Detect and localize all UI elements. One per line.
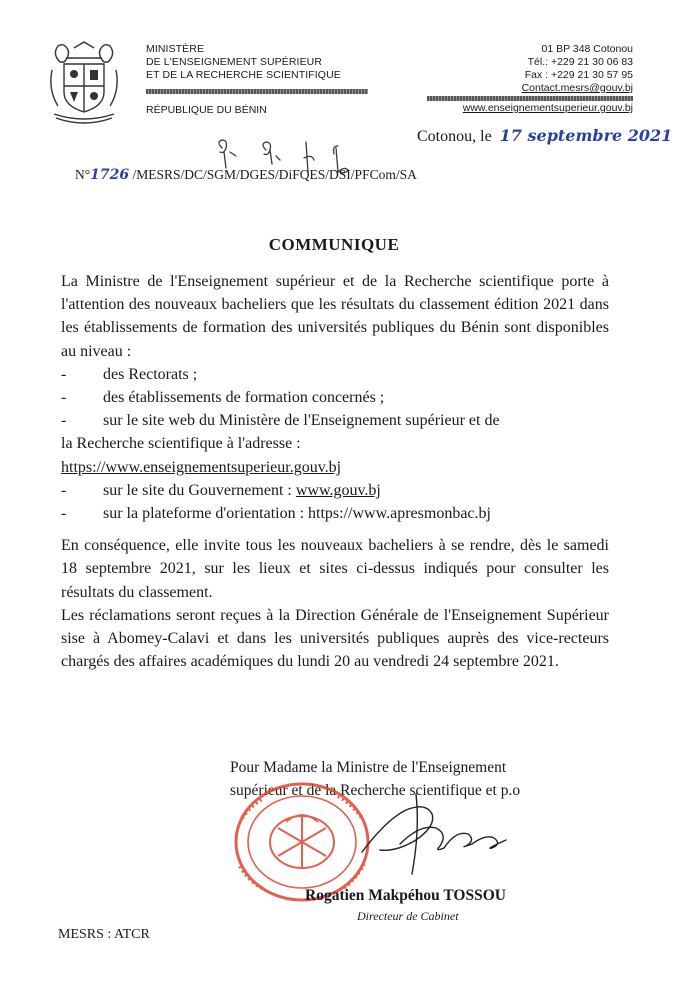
list-item bbox=[61, 386, 609, 409]
contact-tel: Tél.: +229 21 30 06 83 bbox=[527, 56, 633, 68]
bullet-dash: - bbox=[61, 365, 67, 383]
list-item-text: sur la plateforme d'orientation : https://www.apresmonbac.bj bbox=[103, 505, 491, 523]
ministry-line: DE L'ENSEIGNEMENT SUPÉRIEUR bbox=[146, 56, 323, 68]
ministry-website-link[interactable]: https://www.enseignementsuperieur.gouv.bj bbox=[61, 458, 342, 476]
coat-of-arms-logo bbox=[44, 40, 124, 128]
signer-role: Directeur de Cabinet bbox=[357, 909, 459, 923]
government-website-link[interactable]: www.gouv.bj bbox=[295, 481, 381, 499]
letterhead-divider bbox=[146, 89, 368, 94]
contact-divider bbox=[427, 96, 633, 101]
bullet-dash: - bbox=[61, 481, 67, 499]
list-item-continuation: la Recherche scientifique à l'adresse : bbox=[61, 435, 301, 453]
list-item-text: sur le site web du Ministère de l'Enseignement supérieur et de bbox=[103, 412, 500, 430]
reference-prefix: N° bbox=[75, 167, 91, 182]
signature-title-line: supérieur et de la Recherche scientifique et p.o bbox=[230, 782, 521, 799]
handwritten-signature bbox=[356, 790, 526, 880]
bullet-dash: - bbox=[61, 389, 67, 407]
list-item-text bbox=[103, 479, 381, 502]
bullet-dash: - bbox=[61, 505, 67, 523]
list-item bbox=[61, 502, 609, 525]
list-item-text: des Rectorats ; bbox=[103, 365, 198, 383]
date-handwritten: 17 septembre 2021 bbox=[499, 126, 673, 145]
ministry-name bbox=[146, 43, 341, 82]
document-title: COMMUNIQUE bbox=[268, 235, 400, 254]
list-item-label: sur le site du Gouvernement : bbox=[103, 481, 296, 499]
date-place: Cotonou, le bbox=[417, 128, 492, 145]
reference-path: /MESRS/DC/SGM/DGES/DiFQES/DSI/PFCom/SA bbox=[132, 167, 417, 182]
ministry-line: ET DE LA RECHERCHE SCIENTIFIQUE bbox=[146, 69, 341, 81]
contact-block bbox=[427, 43, 633, 115]
intro-paragraph: La Ministre de l'Enseignement supérieur et de la Recherche scientifique porte à l'attention des nouveaux bacheliers que les résultats du classement édition 2021 dans les établissements de formation des universités publiques du Bénin sont disponibles au niveau : bbox=[61, 273, 609, 360]
contact-email-link[interactable]: Contact.mesrs@gouv.bj bbox=[521, 82, 633, 94]
ministry-line: MINISTÈRE bbox=[146, 43, 205, 55]
list-item bbox=[61, 409, 609, 432]
communique-body bbox=[61, 270, 609, 673]
contact-fax: Fax : +229 21 30 57 95 bbox=[524, 69, 633, 81]
republic-name: RÉPUBLIQUE DU BÉNIN bbox=[146, 104, 267, 116]
list-item bbox=[61, 363, 609, 386]
contact-address: 01 BP 348 Cotonou bbox=[541, 43, 633, 55]
list-item-text: des établissements de formation concernés ; bbox=[103, 389, 385, 407]
footer-code: MESRS : ATCR bbox=[58, 927, 150, 942]
signature-title-line: Pour Madame la Ministre de l'Enseignement bbox=[230, 759, 507, 776]
contact-website-link[interactable]: www.enseignementsuperieur.gouv.bj bbox=[462, 102, 633, 114]
reference-number bbox=[75, 167, 417, 183]
invitation-paragraph: En conséquence, elle invite tous les nouveaux bacheliers à se rendre, dès le samedi 18 septembre 2021, sur les lieux et sites ci-dessus indiqués pour consulter les résultats du classement. bbox=[61, 537, 609, 601]
claims-paragraph: Les réclamations seront reçues à la Direction Générale de l'Enseignement Supérieur sise à Abomey-Calavi et dans les universités publiques auprès des vice-recteurs chargés des affaires académiques du lundi 20 au vendredi 24 septembre 2021. bbox=[61, 606, 609, 671]
reference-handwritten-number: 1726 bbox=[90, 167, 130, 183]
list-item bbox=[61, 479, 609, 502]
date-line bbox=[417, 126, 672, 146]
bullet-dash: - bbox=[61, 412, 67, 430]
signer-name: Rogatien Makpéhou TOSSOU bbox=[305, 887, 506, 904]
